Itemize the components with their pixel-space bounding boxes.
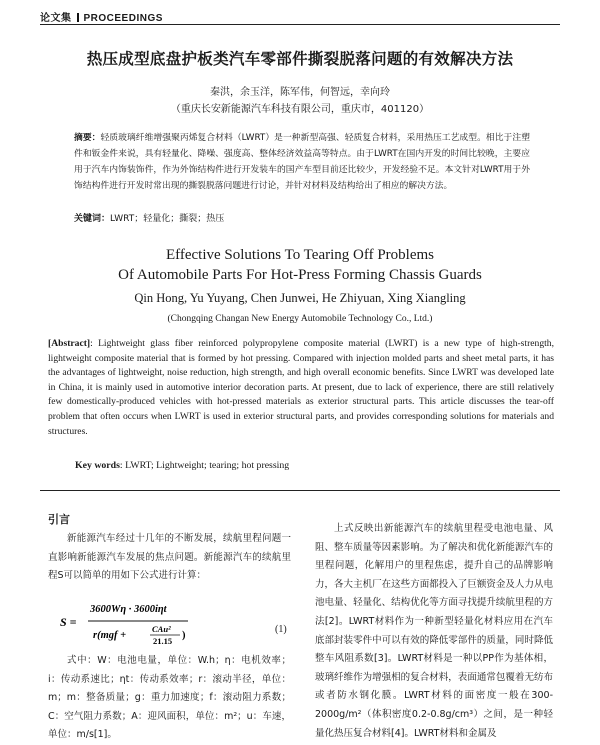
title-en-line2: Of Automobile Parts For Hot-Press Forming Chassis Guards [118, 267, 482, 283]
intro-heading: 引言 [48, 513, 70, 526]
formula-frac-num: CAu² [152, 624, 171, 634]
keywords-en-label: Key words [75, 460, 120, 471]
journal-header [40, 9, 163, 24]
affiliation-en: (Chongqing Changan New Energy Automobile Technology Co., Ltd.) [167, 314, 433, 324]
intro-para2: 式中：W：电池电量，单位：W.h；η：电机效率；i：传动系速比；ηt：传动系效率；r：滚动半径，单位：m；m：整备质量；g：重力加速度；f：滚动阻力系数；C：空气阻力系数；A：迎风面积，单位：m²；u：车速，单位：m/s[1]。 [48, 655, 291, 741]
abstract-en-label: [Abstract] [48, 338, 91, 349]
formula-frac-den: 21.15 [153, 636, 173, 646]
header-section: 论文集 [40, 13, 72, 24]
section-rule [40, 490, 560, 491]
abstract-cn-label: 摘要： [74, 133, 101, 143]
intro-right-para: 上式反映出新能源汽车的续航里程受电池电量、风阻、整车质量等因素影响。为了解决和优化新能源汽车的里程问题，化解用户的里程焦虑，提升自己的品牌影响力，各大主机厂在这些方面都投入了巨额资金及人力从电池电量、轻量化、结构优化等方面寻找提升续航里程的方法[2]。LWRT材料作为一种新型轻量化材料应用在汽车底部封装零件中可以有效的降低零部件的质量，同时降低整车风阻系数[3]。LWRT材料是一种以PP作为基体相，玻璃纤维作为增强相的复合材料，表面通常包覆着无纺布或者防水钢化膜。LWRT材料的面密度一般在300-2000g/m²（体积密度0.2-0.8g/cm³）之间，是一种轻量化热压复合材料[4]。LWRT材料和金属及 [315, 523, 553, 739]
formula-lhs: S = [60, 615, 77, 629]
formula-mgf: r(mgf + [93, 630, 127, 641]
keywords-cn-text: LWRT；轻量化；撕裂；热压 [110, 214, 225, 224]
formula-number: (1) [275, 624, 287, 635]
formula-numerator: 3600Wη · 3600iηt [90, 604, 167, 615]
abstract-cn-text: 轻质玻璃纤维增强聚丙烯复合材料（LWRT）是一种新型高强、轻质复合材料，采用热压工艺成型。相比于注塑件和钣金件来说，具有轻量化、降噪、强度高、整体经济效益高等特点。由于LWRT在国内开发的时间比较晚，主要应用于汽车内饰装饰件，作为外饰结构件进行开发装车的国产车型目前还比较少，开发经验不足。本文针对LWRT用于外饰结构件进行开发时常出现的撕裂脱落问题进行讨论，并针对材料及结构给出了相应的解决方法。 [74, 133, 530, 191]
keywords-cn [74, 211, 224, 224]
title-cn: 热压成型底盘护板类汽车零部件撕裂脱落问题的有效解决方法 [86, 50, 514, 68]
authors-en: Qin Hong, Yu Yuyang, Chen Junwei, He Zhiyuan, Xing Xiangling [134, 291, 466, 305]
range-formula [60, 596, 292, 646]
header-divider [77, 13, 79, 22]
authors-cn: 秦洪，余玉洋，陈军伟，何智远，幸向玲 [210, 87, 390, 98]
header-rule [40, 24, 560, 25]
abstract-cn [74, 130, 530, 194]
abstract-en-text: : Lightweight glass fiber reinforced polypropylene composite material (LWRT) is a new type of high-strength, lightweight composite material that is formed by hot pressing. Compared with injection molded parts and sheet metal parts, it has the advantages of lightweight, noise reduction, high strength, and high overall economic benefits. Since LWRT was developed late in China, it is mainly used in automotive interior decoration parts. At present, due to lack of experience, there are still relatively few domestically-produced vehicles with hot-pressed materials as exterior structural parts. This article discusses the tear-off problem that often occurs when LWRT is used in exterior structural parts, and provides corresponding solutions for materials and structures. [48, 338, 554, 437]
keywords-cn-label: 关键词： [74, 214, 111, 224]
title-en [0, 245, 600, 285]
keywords-en [75, 460, 289, 471]
formula-close: ) [182, 630, 186, 641]
affiliation-cn: （重庆长安新能源汽车科技有限公司，重庆市，401120） [170, 104, 430, 115]
keywords-en-text: : LWRT; Lightweight; tearing; hot pressing [119, 460, 290, 471]
title-en-line1: Effective Solutions To Tearing Off Problems [165, 247, 434, 263]
intro-para1: 新能源汽车经过十几年的不断发展，续航里程问题一直影响新能源汽车发展的焦点问题。新能源汽车的续航里程S可以简单的用如下公式进行计算： [48, 533, 291, 582]
header-label: PROCEEDINGS [83, 13, 163, 24]
abstract-en [48, 337, 554, 439]
